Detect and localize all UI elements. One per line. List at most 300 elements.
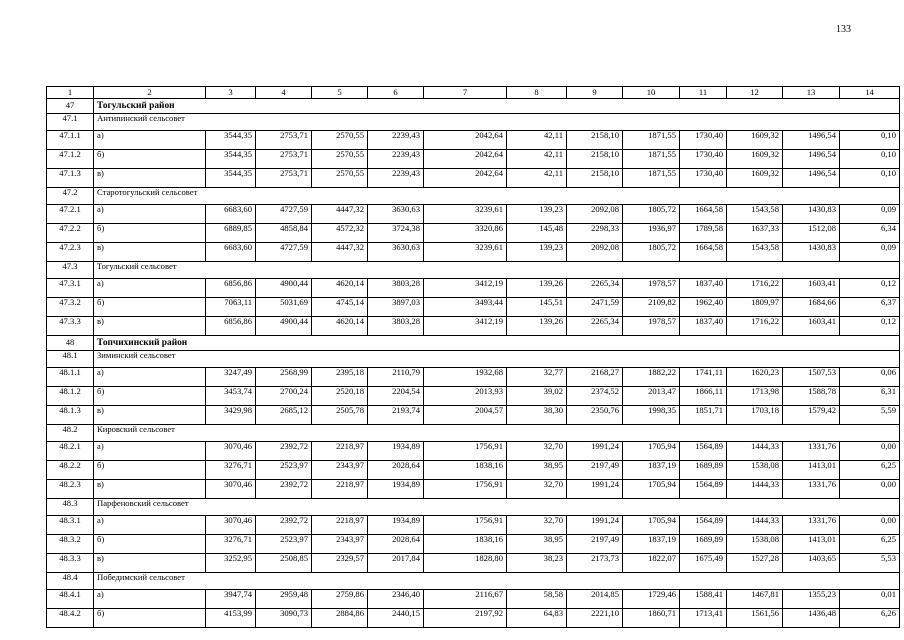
value-cell: 4900,44 (256, 317, 312, 336)
value-cell: 1756,91 (424, 480, 507, 499)
value-cell: 2173,73 (567, 554, 623, 573)
table-row (47, 131, 900, 150)
row-code: 48.2.3 (47, 480, 94, 499)
value-cell: 1527,28 (727, 554, 783, 573)
value-cell: 2346,40 (368, 590, 424, 609)
value-cell: 2218,97 (312, 480, 368, 499)
value-cell: 32,77 (507, 368, 567, 387)
value-cell: 32,70 (507, 480, 567, 499)
council-row (47, 499, 900, 516)
value-cell: 3453,74 (206, 387, 256, 406)
table-row (47, 535, 900, 554)
value-cell: 1543,58 (727, 243, 783, 262)
value-cell: 0,06 (840, 368, 900, 387)
value-cell: 1331,76 (783, 480, 840, 499)
value-cell: 2523,97 (256, 535, 312, 554)
value-cell: 3252,95 (206, 554, 256, 573)
council-code: 47.3 (47, 262, 94, 279)
value-cell: 0,12 (840, 279, 900, 298)
value-cell: 2753,71 (256, 131, 312, 150)
value-cell: 32,70 (507, 516, 567, 535)
variant-label: в) (94, 406, 206, 425)
tariff-table (46, 86, 900, 628)
value-cell: 1561,56 (727, 609, 783, 628)
value-cell: 2017,84 (368, 554, 424, 573)
district-name (94, 336, 900, 351)
column-header: 5 (312, 87, 368, 99)
column-header: 12 (727, 87, 783, 99)
council-row (47, 114, 900, 131)
value-cell: 0,10 (840, 169, 900, 188)
variant-label: в) (94, 169, 206, 188)
value-cell: 3276,71 (206, 461, 256, 480)
value-cell: 1962,40 (680, 298, 727, 317)
value-cell: 1675,49 (680, 554, 727, 573)
value-cell: 2013,47 (623, 387, 680, 406)
value-cell: 1436,48 (783, 609, 840, 628)
value-cell: 2440,15 (368, 609, 424, 628)
value-cell: 1729,46 (623, 590, 680, 609)
table-row (47, 317, 900, 336)
council-row (47, 188, 900, 205)
value-cell: 1413,01 (783, 461, 840, 480)
row-code: 48.3.3 (47, 554, 94, 573)
value-cell: 145,48 (507, 224, 567, 243)
value-cell: 1756,91 (424, 442, 507, 461)
value-cell: 4447,32 (312, 243, 368, 262)
value-cell: 3412,19 (424, 279, 507, 298)
value-cell: 1430,83 (783, 243, 840, 262)
value-cell: 2343,97 (312, 535, 368, 554)
value-cell: 1871,55 (623, 131, 680, 150)
value-cell: 58,58 (507, 590, 567, 609)
variant-label: а) (94, 590, 206, 609)
value-cell: 1805,72 (623, 243, 680, 262)
row-code: 47.2.3 (47, 243, 94, 262)
value-cell: 2042,64 (424, 150, 507, 169)
value-cell: 2197,49 (567, 535, 623, 554)
value-cell: 2197,92 (424, 609, 507, 628)
value-cell: 2884,86 (312, 609, 368, 628)
value-cell: 1716,22 (727, 279, 783, 298)
row-code: 48.3.2 (47, 535, 94, 554)
value-cell: 6,34 (840, 224, 900, 243)
row-code: 48.2.1 (47, 442, 94, 461)
value-cell: 2392,72 (256, 442, 312, 461)
row-code: 47.3.3 (47, 317, 94, 336)
value-cell: 38,30 (507, 406, 567, 425)
value-cell: 1603,41 (783, 317, 840, 336)
value-cell: 2395,18 (312, 368, 368, 387)
district-code: 48 (47, 336, 94, 351)
variant-label: а) (94, 131, 206, 150)
table-row (47, 554, 900, 573)
value-cell: 2092,08 (567, 205, 623, 224)
value-cell: 2520,18 (312, 387, 368, 406)
value-cell: 2329,57 (312, 554, 368, 573)
value-cell: 1403,65 (783, 554, 840, 573)
value-cell: 1713,41 (680, 609, 727, 628)
value-cell: 7063,11 (206, 298, 256, 317)
value-cell: 2568,99 (256, 368, 312, 387)
value-cell: 1444,33 (727, 516, 783, 535)
value-cell: 1882,22 (623, 368, 680, 387)
value-cell: 3544,35 (206, 131, 256, 150)
value-cell: 3544,35 (206, 150, 256, 169)
value-cell: 5031,69 (256, 298, 312, 317)
table-row (47, 298, 900, 317)
value-cell: 4620,14 (312, 279, 368, 298)
value-cell: 3247,49 (206, 368, 256, 387)
council-code: 48.3 (47, 499, 94, 516)
value-cell: 3070,46 (206, 480, 256, 499)
value-cell: 3412,19 (424, 317, 507, 336)
value-cell: 0,01 (840, 590, 900, 609)
row-code: 48.1.1 (47, 368, 94, 387)
table-row (47, 169, 900, 188)
council-code: 48.4 (47, 573, 94, 590)
council-code: 48.2 (47, 425, 94, 442)
column-header: 1 (47, 87, 94, 99)
value-cell: 3493,44 (424, 298, 507, 317)
value-cell: 6,25 (840, 535, 900, 554)
value-cell: 2221,10 (567, 609, 623, 628)
page-number: 133 (836, 24, 851, 35)
value-cell: 6,31 (840, 387, 900, 406)
value-cell: 0,10 (840, 131, 900, 150)
value-cell: 1538,08 (727, 535, 783, 554)
value-cell: 145,51 (507, 298, 567, 317)
row-code: 48.4.1 (47, 590, 94, 609)
variant-label: в) (94, 317, 206, 336)
variant-label: а) (94, 279, 206, 298)
value-cell: 0,00 (840, 516, 900, 535)
value-cell: 0,09 (840, 243, 900, 262)
district-name-text: Тогульский район (97, 100, 175, 111)
value-cell: 1805,72 (623, 205, 680, 224)
column-header: 10 (623, 87, 680, 99)
council-name: Антипинский сельсовет (94, 114, 900, 131)
value-cell: 1991,24 (567, 480, 623, 499)
value-cell: 1871,55 (623, 150, 680, 169)
value-cell: 1991,24 (567, 442, 623, 461)
value-cell: 2028,64 (368, 535, 424, 554)
council-code: 47.1 (47, 114, 94, 131)
value-cell: 1828,80 (424, 554, 507, 573)
council-code: 47.2 (47, 188, 94, 205)
value-cell: 3947,74 (206, 590, 256, 609)
header-row (47, 87, 900, 99)
variant-label: в) (94, 554, 206, 573)
value-cell: 2759,86 (312, 590, 368, 609)
column-header: 13 (783, 87, 840, 99)
value-cell: 6,37 (840, 298, 900, 317)
row-code: 48.1.2 (47, 387, 94, 406)
value-cell: 42,11 (507, 150, 567, 169)
value-cell: 6,25 (840, 461, 900, 480)
value-cell: 2298,33 (567, 224, 623, 243)
value-cell: 4572,32 (312, 224, 368, 243)
column-header: 2 (94, 87, 206, 99)
value-cell: 38,95 (507, 535, 567, 554)
value-cell: 2753,71 (256, 150, 312, 169)
value-cell: 0,00 (840, 442, 900, 461)
value-cell: 39,02 (507, 387, 567, 406)
value-cell: 139,26 (507, 279, 567, 298)
value-cell: 1837,40 (680, 279, 727, 298)
value-cell: 2004,57 (424, 406, 507, 425)
value-cell: 1837,19 (623, 461, 680, 480)
value-cell: 3429,98 (206, 406, 256, 425)
value-cell: 2505,78 (312, 406, 368, 425)
value-cell: 3070,46 (206, 516, 256, 535)
council-name: Победимский сельсовет (94, 573, 900, 590)
variant-label: а) (94, 516, 206, 535)
value-cell: 2042,64 (424, 169, 507, 188)
column-header: 8 (507, 87, 567, 99)
value-cell: 1588,41 (680, 590, 727, 609)
council-name: Старотогульский сельсовет (94, 188, 900, 205)
variant-label: в) (94, 243, 206, 262)
value-cell: 6856,86 (206, 279, 256, 298)
value-cell: 1512,08 (783, 224, 840, 243)
table-row (47, 590, 900, 609)
value-cell: 1730,40 (680, 150, 727, 169)
value-cell: 42,11 (507, 131, 567, 150)
value-cell: 1444,33 (727, 480, 783, 499)
column-header: 4 (256, 87, 312, 99)
value-cell: 1684,66 (783, 298, 840, 317)
column-header: 11 (680, 87, 727, 99)
table-row (47, 279, 900, 298)
table-row (47, 406, 900, 425)
value-cell: 1741,11 (680, 368, 727, 387)
row-code: 48.3.1 (47, 516, 94, 535)
value-cell: 3803,28 (368, 317, 424, 336)
value-cell: 2392,72 (256, 480, 312, 499)
value-cell: 1837,19 (623, 535, 680, 554)
column-header: 9 (567, 87, 623, 99)
value-cell: 1730,40 (680, 169, 727, 188)
value-cell: 1430,83 (783, 205, 840, 224)
value-cell: 3239,61 (424, 205, 507, 224)
value-cell: 1756,91 (424, 516, 507, 535)
value-cell: 1705,94 (623, 442, 680, 461)
value-cell: 2508,85 (256, 554, 312, 573)
value-cell: 3803,28 (368, 279, 424, 298)
value-cell: 1355,23 (783, 590, 840, 609)
variant-label: а) (94, 442, 206, 461)
value-cell: 1689,89 (680, 535, 727, 554)
value-cell: 3070,46 (206, 442, 256, 461)
council-name: Зиминский сельсовет (94, 351, 900, 368)
value-cell: 2110,79 (368, 368, 424, 387)
value-cell: 38,95 (507, 461, 567, 480)
value-cell: 6683,60 (206, 243, 256, 262)
value-cell: 2570,55 (312, 169, 368, 188)
value-cell: 1934,89 (368, 480, 424, 499)
value-cell: 2471,59 (567, 298, 623, 317)
value-cell: 4858,84 (256, 224, 312, 243)
row-code: 47.1.1 (47, 131, 94, 150)
value-cell: 2109,82 (623, 298, 680, 317)
value-cell: 2570,55 (312, 131, 368, 150)
variant-label: б) (94, 150, 206, 169)
table-row (47, 461, 900, 480)
value-cell: 2265,34 (567, 317, 623, 336)
table-row (47, 609, 900, 628)
value-cell: 1664,58 (680, 243, 727, 262)
value-cell: 2570,55 (312, 150, 368, 169)
value-cell: 1978,57 (623, 317, 680, 336)
value-cell: 3544,35 (206, 169, 256, 188)
value-cell: 1507,53 (783, 368, 840, 387)
value-cell: 1838,16 (424, 535, 507, 554)
value-cell: 0,12 (840, 317, 900, 336)
value-cell: 2158,10 (567, 169, 623, 188)
value-cell: 3090,73 (256, 609, 312, 628)
value-cell: 1705,94 (623, 480, 680, 499)
value-cell: 2239,43 (368, 150, 424, 169)
variant-label: в) (94, 480, 206, 499)
value-cell: 2218,97 (312, 516, 368, 535)
value-cell: 1637,33 (727, 224, 783, 243)
value-cell: 0,10 (840, 150, 900, 169)
value-cell: 2374,52 (567, 387, 623, 406)
value-cell: 139,23 (507, 243, 567, 262)
column-header: 6 (368, 87, 424, 99)
value-cell: 1871,55 (623, 169, 680, 188)
value-cell: 1664,58 (680, 205, 727, 224)
value-cell: 2092,08 (567, 243, 623, 262)
value-cell: 1998,35 (623, 406, 680, 425)
value-cell: 1603,41 (783, 279, 840, 298)
value-cell: 1705,94 (623, 516, 680, 535)
variant-label: б) (94, 461, 206, 480)
value-cell: 3630,63 (368, 205, 424, 224)
row-code: 48.2.2 (47, 461, 94, 480)
value-cell: 1496,54 (783, 131, 840, 150)
value-cell: 1991,24 (567, 516, 623, 535)
council-name: Тогульский сельсовет (94, 262, 900, 279)
value-cell: 1564,89 (680, 442, 727, 461)
value-cell: 1609,32 (727, 150, 783, 169)
council-row (47, 262, 900, 279)
variant-label: а) (94, 205, 206, 224)
value-cell: 3630,63 (368, 243, 424, 262)
value-cell: 139,26 (507, 317, 567, 336)
value-cell: 1934,89 (368, 516, 424, 535)
table-row (47, 480, 900, 499)
value-cell: 1837,40 (680, 317, 727, 336)
value-cell: 1689,89 (680, 461, 727, 480)
value-cell: 4745,14 (312, 298, 368, 317)
value-cell: 1934,89 (368, 442, 424, 461)
row-code: 47.3.2 (47, 298, 94, 317)
value-cell: 0,00 (840, 480, 900, 499)
value-cell: 2028,64 (368, 461, 424, 480)
value-cell: 3276,71 (206, 535, 256, 554)
value-cell: 1822,07 (623, 554, 680, 573)
value-cell: 1978,57 (623, 279, 680, 298)
value-cell: 1860,71 (623, 609, 680, 628)
variant-label: б) (94, 224, 206, 243)
row-code: 48.4.2 (47, 609, 94, 628)
value-cell: 1496,54 (783, 169, 840, 188)
value-cell: 3320,86 (424, 224, 507, 243)
district-row (47, 99, 900, 114)
variant-label: б) (94, 535, 206, 554)
row-code: 47.2.1 (47, 205, 94, 224)
variant-label: б) (94, 609, 206, 628)
value-cell: 4900,44 (256, 279, 312, 298)
column-header: 14 (840, 87, 900, 99)
value-cell: 1936,97 (623, 224, 680, 243)
value-cell: 2014,85 (567, 590, 623, 609)
row-code: 48.1.3 (47, 406, 94, 425)
variant-label: б) (94, 387, 206, 406)
district-name (94, 99, 900, 114)
value-cell: 38,23 (507, 554, 567, 573)
value-cell: 32,70 (507, 442, 567, 461)
council-code: 48.1 (47, 351, 94, 368)
value-cell: 1620,23 (727, 368, 783, 387)
value-cell: 1588,78 (783, 387, 840, 406)
value-cell: 3897,03 (368, 298, 424, 317)
table-row (47, 243, 900, 262)
value-cell: 139,23 (507, 205, 567, 224)
table-row (47, 442, 900, 461)
value-cell: 1564,89 (680, 480, 727, 499)
value-cell: 2959,48 (256, 590, 312, 609)
value-cell: 1932,68 (424, 368, 507, 387)
value-cell: 2392,72 (256, 516, 312, 535)
council-name: Кировский сельсовет (94, 425, 900, 442)
value-cell: 2685,12 (256, 406, 312, 425)
row-code: 47.3.1 (47, 279, 94, 298)
council-row (47, 573, 900, 590)
value-cell: 6,26 (840, 609, 900, 628)
row-code: 47.2.2 (47, 224, 94, 243)
variant-label: а) (94, 368, 206, 387)
row-code: 47.1.2 (47, 150, 94, 169)
value-cell: 2204,54 (368, 387, 424, 406)
value-cell: 2265,34 (567, 279, 623, 298)
value-cell: 64,83 (507, 609, 567, 628)
value-cell: 2158,10 (567, 150, 623, 169)
value-cell: 1713,98 (727, 387, 783, 406)
value-cell: 1716,22 (727, 317, 783, 336)
council-row (47, 425, 900, 442)
value-cell: 4620,14 (312, 317, 368, 336)
value-cell: 0,09 (840, 205, 900, 224)
value-cell: 2700,24 (256, 387, 312, 406)
district-name-text: Топчихинский район (97, 337, 188, 348)
value-cell: 3724,38 (368, 224, 424, 243)
value-cell: 1538,08 (727, 461, 783, 480)
value-cell: 2116,67 (424, 590, 507, 609)
value-cell: 2168,27 (567, 368, 623, 387)
value-cell: 1331,76 (783, 442, 840, 461)
value-cell: 1838,16 (424, 461, 507, 480)
value-cell: 2197,49 (567, 461, 623, 480)
value-cell: 2042,64 (424, 131, 507, 150)
table-row (47, 368, 900, 387)
value-cell: 4727,59 (256, 243, 312, 262)
value-cell: 2343,97 (312, 461, 368, 480)
table-row (47, 387, 900, 406)
value-cell: 2193,74 (368, 406, 424, 425)
